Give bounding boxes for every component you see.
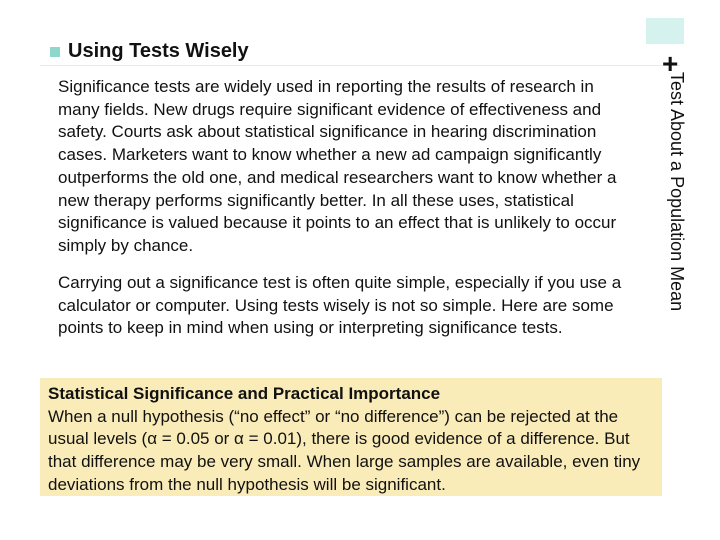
callout-body: When a null hypothesis (“no effect” or “no difference”) can be rejected at the usual levels (α = 0.05 or α = 0.01), there is good evidence of a difference. But that difference may be very small. When large samples are available, even tiny deviations from the null hypothesis will be significant. [48,406,641,494]
side-title-container [664,72,690,354]
slide-title-row [50,40,249,63]
callout-heading: Statistical Significance and Practical Importance [48,384,441,403]
side-title: Test About a Population Mean [667,72,687,312]
second-paragraph: Carrying out a significance test is often quite simple, especially if you use a calculator or computer. Using tests wisely is not so simple. Here are some points to keep in mind when using or interpreting significance tests. [58,273,622,338]
corner-accent-block [646,18,684,44]
slide-title: Using Tests Wisely [68,40,249,62]
intro-paragraph: Significance tests are widely used in reporting the results of research in many fields. New drugs require significant evidence of effectiveness and safety. Courts ask about statistical significance in hearing discrimination cases. Marketers want to know whether a new ad campaign significantly outperforms the old one, and medical researchers want to know whether a new therapy performs significantly better. In all these uses, statistical significance is valued because it points to an effect that is unlikely to occur simply by chance. [58,77,617,255]
callout-box [40,378,662,496]
square-bullet-icon [50,47,60,57]
plus-icon: + [662,48,679,79]
title-divider [40,65,680,66]
